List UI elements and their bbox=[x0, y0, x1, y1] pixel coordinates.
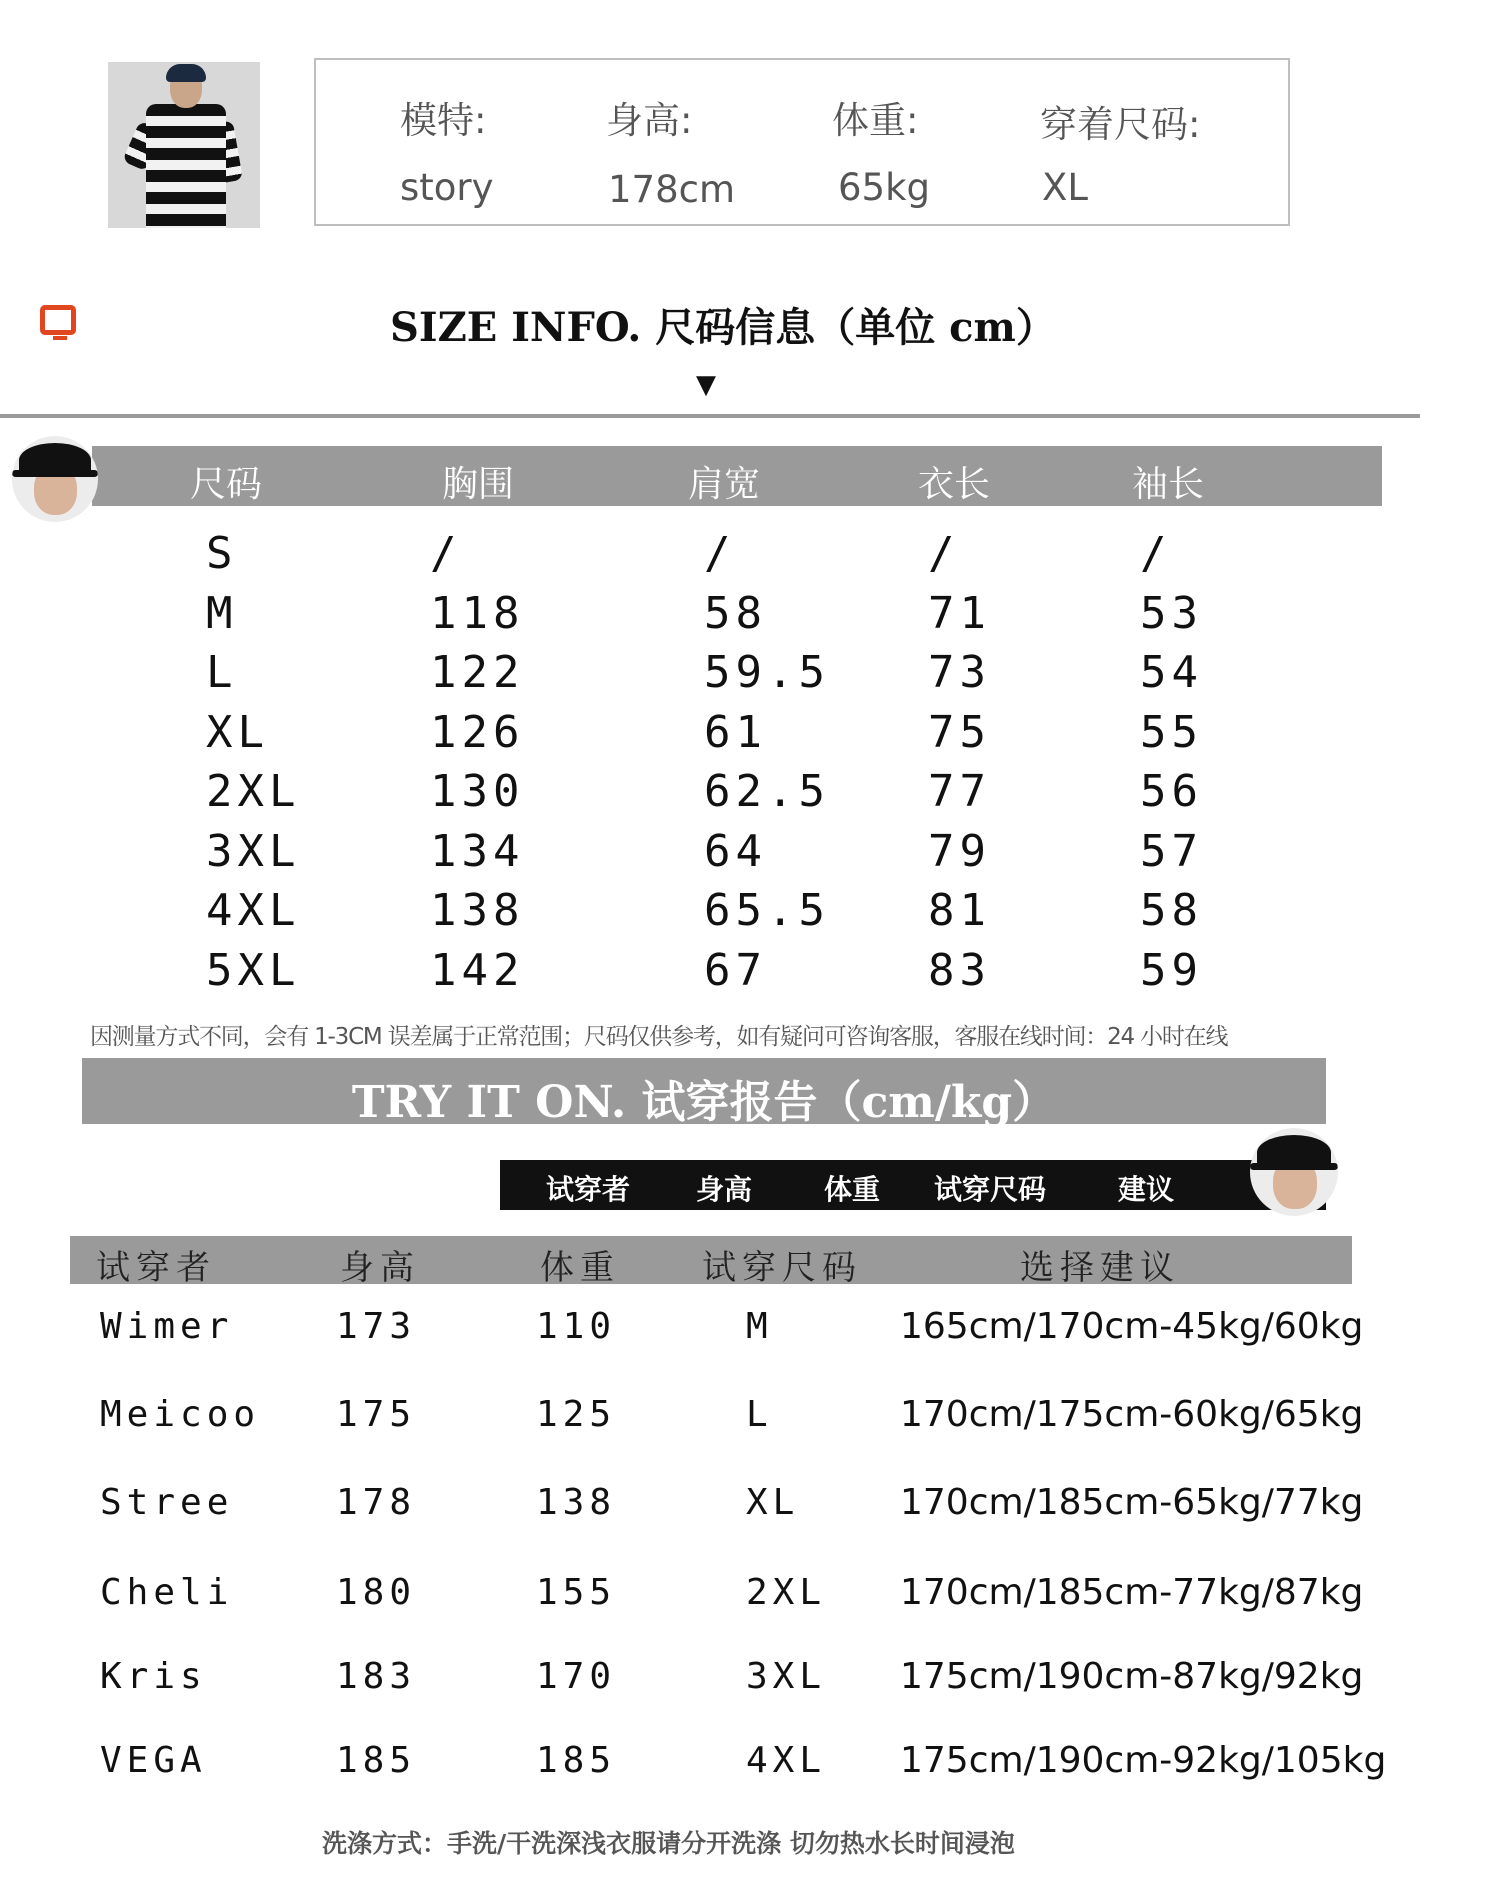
size-cell: 67 bbox=[704, 944, 767, 996]
bar-label: 建议 bbox=[1118, 1173, 1175, 1206]
size-cell: 64 bbox=[704, 825, 767, 877]
size-row bbox=[0, 588, 1300, 644]
bar-label: 身高 bbox=[696, 1173, 753, 1206]
size-cell: 58 bbox=[704, 587, 767, 639]
try-on-cell: 178 bbox=[336, 1482, 417, 1523]
try-on-cell: 170cm/185cm-77kg/87kg bbox=[900, 1572, 1364, 1613]
try-on-cell: Wimer bbox=[100, 1306, 234, 1347]
size-cell: 3XL bbox=[206, 825, 301, 877]
size-cell: 53 bbox=[1140, 587, 1203, 639]
size-col-header: 袖长 bbox=[1132, 464, 1205, 505]
size-row bbox=[0, 707, 1300, 763]
try-on-cell: 138 bbox=[536, 1482, 617, 1523]
size-row bbox=[0, 885, 1300, 941]
size-cell: 73 bbox=[928, 647, 991, 698]
try-on-cell: Cheli bbox=[100, 1572, 234, 1613]
size-cell: 122 bbox=[430, 647, 525, 698]
size-cell: 75 bbox=[928, 706, 991, 758]
model-size-value: XL bbox=[1042, 166, 1088, 209]
model-height-label: 身高: bbox=[606, 99, 693, 142]
try-on-cell: Kris bbox=[100, 1656, 207, 1697]
size-cell: 2XL bbox=[206, 766, 301, 817]
try-on-cell: Meicoo bbox=[100, 1394, 261, 1435]
size-row bbox=[0, 647, 1300, 703]
model-weight-value: 65kg bbox=[838, 166, 930, 209]
size-cell: 5XL bbox=[206, 944, 301, 996]
size-col-header: 衣长 bbox=[918, 464, 991, 505]
size-cell: 58 bbox=[1140, 885, 1203, 936]
size-cell: 134 bbox=[430, 825, 525, 877]
model-name-label: 模特: bbox=[400, 99, 487, 142]
try-on-cell: 173 bbox=[336, 1306, 417, 1347]
try-on-cell: XL bbox=[746, 1482, 800, 1523]
try-on-cell: 185 bbox=[336, 1740, 417, 1781]
bar-label: 体重 bbox=[824, 1173, 881, 1206]
size-cell: / bbox=[704, 528, 736, 579]
try-on-cell: 170 bbox=[536, 1656, 617, 1697]
try-on-row bbox=[0, 1482, 1400, 1532]
tv-icon bbox=[40, 305, 76, 335]
size-info-title: SIZE INFO. 尺码信息（单位 cm） bbox=[390, 304, 1056, 351]
size-cell: L bbox=[206, 647, 238, 698]
size-row bbox=[0, 826, 1300, 882]
size-cell: 138 bbox=[430, 885, 525, 936]
size-row bbox=[0, 945, 1300, 1001]
size-cell: 83 bbox=[928, 944, 991, 996]
size-table-header bbox=[92, 446, 1382, 506]
try-col-header: 选择建议 bbox=[1020, 1248, 1180, 1288]
try-on-cell: L bbox=[746, 1394, 773, 1435]
try-on-cell: 170cm/175cm-60kg/65kg bbox=[900, 1394, 1364, 1435]
size-cell: 142 bbox=[430, 944, 525, 996]
try-on-cell: 165cm/170cm-45kg/60kg bbox=[900, 1306, 1364, 1347]
size-cell: 130 bbox=[430, 766, 525, 817]
size-cell: 56 bbox=[1140, 766, 1203, 817]
avatar bbox=[12, 436, 98, 522]
try-on-label-bar bbox=[500, 1160, 1326, 1210]
try-on-cell: 170cm/185cm-65kg/77kg bbox=[900, 1482, 1364, 1523]
size-row bbox=[0, 766, 1300, 822]
size-col-header: 尺码 bbox=[190, 464, 263, 505]
model-photo bbox=[108, 62, 260, 228]
try-col-header: 身高 bbox=[340, 1248, 420, 1288]
size-cell: XL bbox=[206, 706, 269, 758]
size-row bbox=[0, 528, 1300, 584]
size-cell: 118 bbox=[430, 587, 525, 639]
try-on-cell: 3XL bbox=[746, 1656, 827, 1697]
size-cell: 62.5 bbox=[704, 766, 830, 817]
try-on-row bbox=[0, 1656, 1400, 1706]
try-on-row bbox=[0, 1306, 1400, 1356]
size-cell: 59 bbox=[1140, 944, 1203, 996]
model-size-label: 穿着尺码: bbox=[1040, 103, 1201, 146]
size-cell: 4XL bbox=[206, 885, 301, 936]
size-cell: 79 bbox=[928, 825, 991, 877]
size-cell: 65.5 bbox=[704, 885, 830, 936]
size-cell: 55 bbox=[1140, 706, 1203, 758]
try-on-cell: 175 bbox=[336, 1394, 417, 1435]
try-on-row bbox=[0, 1572, 1400, 1622]
try-on-cell: 125 bbox=[536, 1394, 617, 1435]
size-col-header: 胸围 bbox=[442, 464, 515, 505]
measurement-note: 因测量方式不同，会有 1-3CM 误差属于正常范围；尺码仅供参考，如有疑问可咨询客服，客服在线时间：24 小时在线 bbox=[90, 1024, 1228, 1050]
model-height-value: 178cm bbox=[608, 168, 736, 211]
try-on-row bbox=[0, 1394, 1400, 1444]
bar-label: 试穿者 bbox=[546, 1173, 631, 1206]
size-cell: S bbox=[206, 528, 238, 579]
avatar bbox=[1250, 1128, 1338, 1216]
try-col-header: 试穿者 bbox=[96, 1248, 216, 1288]
model-name-value: story bbox=[400, 166, 494, 209]
size-cell: 59.5 bbox=[704, 647, 830, 698]
size-cell: 61 bbox=[704, 706, 767, 758]
down-arrow-icon: ▼ bbox=[696, 370, 716, 400]
try-on-cell: 180 bbox=[336, 1572, 417, 1613]
model-weight-label: 体重: bbox=[832, 99, 919, 142]
try-on-cell: 183 bbox=[336, 1656, 417, 1697]
try-on-cell: 4XL bbox=[746, 1740, 827, 1781]
size-cell: / bbox=[430, 528, 462, 579]
bar-label: 试穿尺码 bbox=[934, 1173, 1047, 1206]
size-cell: 71 bbox=[928, 587, 991, 639]
try-on-cell: 110 bbox=[536, 1306, 617, 1347]
try-on-cell: 175cm/190cm-87kg/92kg bbox=[900, 1656, 1364, 1697]
model-info-box bbox=[314, 58, 1290, 226]
divider bbox=[0, 414, 1420, 418]
try-on-banner bbox=[82, 1058, 1326, 1128]
try-on-cell: M bbox=[746, 1306, 773, 1347]
washing-instructions: 洗涤方式：手洗/干洗深浅衣服请分开洗涤 切勿热水长时间浸泡 bbox=[322, 1829, 1015, 1858]
try-on-title: TRY IT ON. 试穿报告（cm/kg） bbox=[351, 1077, 1057, 1128]
try-on-cell: VEGA bbox=[100, 1740, 207, 1781]
try-col-header: 试穿尺码 bbox=[702, 1248, 862, 1288]
try-on-cell: Stree bbox=[100, 1482, 234, 1523]
size-cell: 81 bbox=[928, 885, 991, 936]
try-on-cell: 175cm/190cm-92kg/105kg bbox=[900, 1740, 1387, 1781]
try-on-row bbox=[0, 1740, 1400, 1790]
size-cell: / bbox=[1140, 528, 1172, 579]
try-on-cell: 185 bbox=[536, 1740, 617, 1781]
size-cell: 77 bbox=[928, 766, 991, 817]
try-col-header: 体重 bbox=[540, 1248, 620, 1288]
try-on-cell: 155 bbox=[536, 1572, 617, 1613]
size-cell: 57 bbox=[1140, 825, 1203, 877]
size-cell: 54 bbox=[1140, 647, 1203, 698]
size-cell: M bbox=[206, 587, 238, 639]
size-cell: 126 bbox=[430, 706, 525, 758]
try-on-cell: 2XL bbox=[746, 1572, 827, 1613]
size-cell: / bbox=[928, 528, 960, 579]
try-on-table-header bbox=[70, 1236, 1352, 1288]
size-col-header: 肩宽 bbox=[688, 464, 761, 505]
